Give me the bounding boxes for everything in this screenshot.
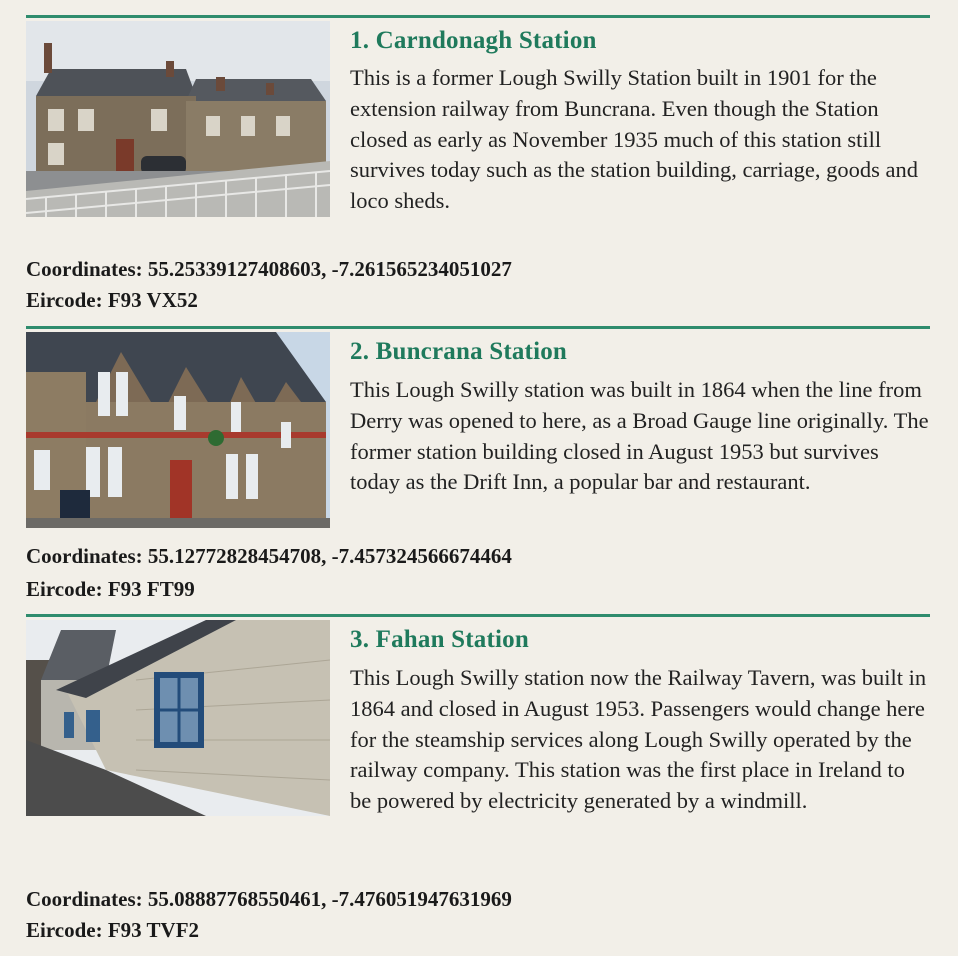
station-description-1: This is a former Lough Swilly Station built in 1901 for the extension railway from Buncrana. Even though the Station closed as early as November 1935 much of this station still survives today such as the station building, carriage, goods and loco sheds. [350, 65, 919, 214]
station-description-3: This Lough Swilly station now the Railway Tavern, was built in 1864 and closed in August 1953. Passengers would change here for the steamship services along Lough Swilly operated by the railway company. This station was the first place in Ireland to be powered by electricity generated by a windmill. [350, 665, 927, 814]
station-coordinates-2: Coordinates: 55.12772828454708, -7.457324566674464 [26, 544, 512, 568]
carndonagh-station-photo [26, 21, 330, 217]
station-coordinates-1: Coordinates: 55.25339127408603, -7.261565234051027 [26, 257, 512, 281]
station-eircode-2: Eircode: F93 FT99 [26, 577, 195, 601]
fahan-station-photo [26, 620, 330, 816]
section-divider-1 [26, 15, 930, 18]
section-divider-3 [26, 614, 930, 617]
station-eircode-1: Eircode: F93 VX52 [26, 288, 198, 312]
station-title-1: 1. Carndonagh Station [350, 27, 597, 54]
station-coordinates-3: Coordinates: 55.08887768550461, -7.476051947631969 [26, 887, 512, 911]
station-title-2: 2. Buncrana Station [350, 338, 568, 365]
station-description-2: This Lough Swilly station was built in 1864 when the line from Derry was opened to here, as a Broad Gauge line originally. The former station building closed in August 1953 but survives today as the Drift Inn, a popular bar and restaurant. [350, 377, 929, 495]
station-title-3: 3. Fahan Station [350, 626, 529, 653]
buncrana-station-photo [26, 332, 330, 528]
station-eircode-3: Eircode: F93 TVF2 [26, 918, 200, 942]
section-divider-2 [26, 326, 930, 329]
